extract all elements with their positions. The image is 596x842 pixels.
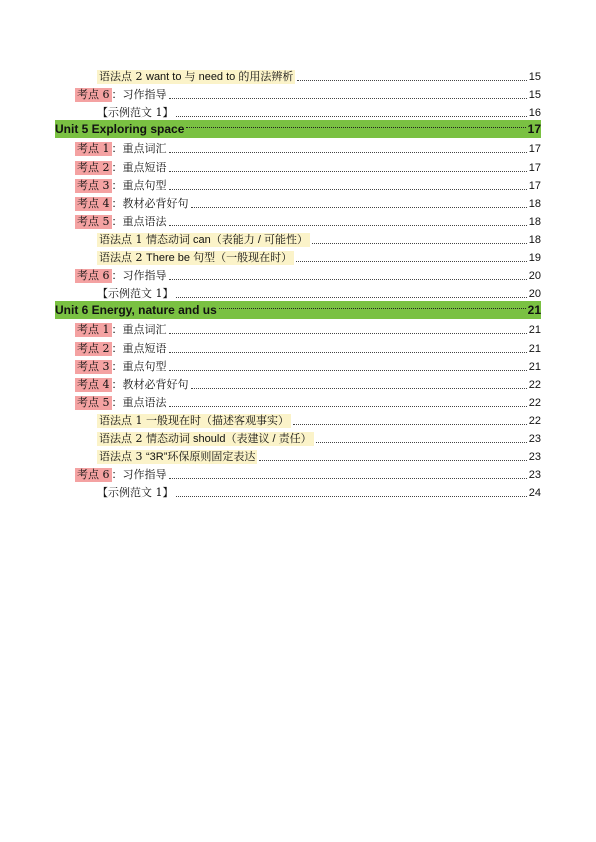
toc-grammar-label: 语法点 3 <box>99 450 143 464</box>
toc-entry[interactable] <box>55 211 541 229</box>
toc-entry-text: want to 与 need to 的用法辨析 <box>146 71 294 83</box>
toc-leader-dots <box>169 478 527 479</box>
toc-leader-dots <box>176 496 527 497</box>
toc-page-number: 18 <box>528 197 541 210</box>
toc-entry-text: ：重点语法 <box>111 395 167 409</box>
toc-leader-dots <box>312 243 527 244</box>
toc-grammar-highlight <box>97 251 294 265</box>
toc-leader-dots <box>259 460 526 461</box>
toc-entry[interactable] <box>55 265 541 283</box>
toc-leader-dots <box>186 127 525 128</box>
toc-grammar-label: 语法点 1 <box>99 232 143 246</box>
toc-point-label: 考点 3 <box>77 359 110 373</box>
toc-entry-text: ：重点词汇 <box>111 323 167 337</box>
toc-entry-text: ：教材必背好句 <box>111 377 189 391</box>
toc-leader-dots <box>169 352 527 353</box>
toc-leader-dots <box>169 98 527 99</box>
toc-leader-dots <box>176 297 527 298</box>
toc-page-number: 22 <box>528 414 541 427</box>
toc-leader-dots <box>169 225 527 226</box>
toc-grammar-label: 语法点 2 <box>99 251 143 264</box>
toc-page-number: 20 <box>528 288 541 301</box>
toc-page-number: 19 <box>528 252 541 264</box>
toc-page-number: 24 <box>528 487 541 500</box>
toc-entry-text: ：重点句型 <box>111 359 167 373</box>
toc-entry[interactable] <box>55 338 541 356</box>
toc-page-number: 21 <box>528 360 541 373</box>
toc-point-label: 考点 4 <box>77 377 110 391</box>
toc-leader-dots <box>297 80 526 81</box>
toc-point-label: 考点 2 <box>77 341 110 355</box>
toc-point-label: 考点 3 <box>77 178 110 192</box>
toc-point-label: 考点 1 <box>77 142 110 156</box>
toc-page-number: 22 <box>528 378 541 391</box>
toc-grammar-highlight <box>97 414 291 428</box>
toc-entry-text: ：重点词汇 <box>111 142 167 156</box>
toc-entry[interactable] <box>55 410 541 428</box>
toc-leader-dots <box>169 189 527 190</box>
toc-entry-text: ：重点语法 <box>111 214 167 228</box>
toc-entry-text: ：习作指导 <box>111 269 167 283</box>
toc-entry[interactable] <box>55 193 541 211</box>
toc-entry[interactable] <box>55 175 541 193</box>
toc-point-label: 考点 6 <box>77 88 110 102</box>
toc-page-number: 15 <box>528 89 541 102</box>
toc-page-number: 15 <box>528 71 541 83</box>
toc-page-number: 22 <box>528 396 541 409</box>
toc-point-label: 考点 6 <box>77 269 110 283</box>
toc-entry[interactable] <box>55 157 541 175</box>
toc-entry[interactable] <box>55 428 541 446</box>
toc-entry[interactable] <box>55 84 541 102</box>
toc-page-number: 20 <box>528 270 541 283</box>
toc-point-label: 考点 2 <box>77 160 110 174</box>
toc-entry-text: ：习作指导 <box>111 88 167 102</box>
toc-entry-text: ：重点句型 <box>111 178 167 192</box>
toc-page-number: 18 <box>528 215 541 228</box>
toc-page-number: 21 <box>528 342 541 355</box>
toc-page-number: 17 <box>528 143 541 156</box>
toc-entry[interactable] <box>55 482 541 500</box>
toc-leader-dots <box>169 370 527 371</box>
toc-grammar-highlight <box>97 233 310 247</box>
toc-point-label: 考点 6 <box>77 468 110 482</box>
toc-entry-text: 情态动词 should（表建议 / 责任） <box>146 433 312 445</box>
toc-entry[interactable] <box>55 374 541 392</box>
toc-page-number: 16 <box>528 107 541 120</box>
toc-entry-text: ：重点短语 <box>111 341 167 355</box>
toc-page-number: 21 <box>528 324 541 337</box>
toc-entry[interactable] <box>55 283 541 301</box>
toc-entry-text: ：重点短语 <box>111 160 167 174</box>
toc-entry-text: There be 句型（一般现在时） <box>146 252 293 264</box>
toc-leader-dots <box>169 152 527 153</box>
toc-page-number: 23 <box>528 433 541 445</box>
toc-leader-dots <box>169 279 527 280</box>
toc-entry[interactable] <box>55 138 541 156</box>
toc-entry-text: ：教材必背好句 <box>111 196 189 210</box>
toc-page-number: 23 <box>528 451 541 464</box>
toc-leader-dots <box>191 207 527 208</box>
toc-page-number: 23 <box>528 469 541 482</box>
toc-unit-heading[interactable] <box>55 120 541 138</box>
toc-grammar-highlight <box>97 432 314 446</box>
toc-unit-title: Unit 5 Exploring space <box>55 122 185 137</box>
toc-grammar-highlight <box>97 70 295 84</box>
toc-entry[interactable] <box>55 392 541 410</box>
toc-point-label: 考点 1 <box>77 323 110 337</box>
toc-leader-dots <box>296 261 527 262</box>
toc-entry[interactable] <box>55 66 541 84</box>
toc-entry[interactable] <box>55 356 541 374</box>
toc-grammar-label: 语法点 2 <box>99 432 143 445</box>
toc-grammar-label: 语法点 1 <box>99 413 143 427</box>
toc-entry[interactable] <box>55 446 541 464</box>
toc-entry-text: 情态动词 can（表能力 / 可能性） <box>146 233 308 246</box>
toc-leader-dots <box>293 424 527 425</box>
toc-leader-dots <box>169 333 527 334</box>
toc-entry-text: ：习作指导 <box>111 468 167 482</box>
toc-entry[interactable] <box>55 247 541 265</box>
toc-page-number: 18 <box>528 233 541 246</box>
toc-leader-dots <box>176 116 527 117</box>
toc-entry[interactable] <box>55 464 541 482</box>
toc-page-number: 17 <box>528 179 541 192</box>
toc-entry-text: “3R”环保原则固定表达 <box>146 451 256 464</box>
toc-leader-dots <box>169 171 527 172</box>
toc-leader-dots <box>219 308 526 309</box>
toc-page-number: 17 <box>527 122 541 137</box>
toc-grammar-label: 语法点 2 <box>99 70 143 83</box>
toc-point-label: 考点 5 <box>77 395 110 409</box>
toc-point-label: 考点 5 <box>77 214 110 228</box>
toc-leader-dots <box>191 388 527 389</box>
toc-unit-heading[interactable] <box>55 301 541 319</box>
toc-leader-dots <box>316 442 527 443</box>
toc-grammar-highlight <box>97 450 257 464</box>
toc-entry-text: 【示例范文 1】 <box>97 106 174 120</box>
toc-leader-dots <box>169 406 527 407</box>
toc-entry-text: 一般现在时（描述客观事实） <box>146 414 289 427</box>
toc-page-number: 21 <box>527 303 541 318</box>
toc-entry-text: 【示例范文 1】 <box>97 486 174 500</box>
toc-page-number: 17 <box>528 161 541 174</box>
toc-entry[interactable] <box>55 102 541 120</box>
toc-point-label: 考点 4 <box>77 196 110 210</box>
toc-entry[interactable] <box>55 319 541 337</box>
toc-entry[interactable] <box>55 229 541 247</box>
toc-unit-title: Unit 6 Energy, nature and us <box>55 303 217 318</box>
toc-entry-text: 【示例范文 1】 <box>97 287 174 301</box>
